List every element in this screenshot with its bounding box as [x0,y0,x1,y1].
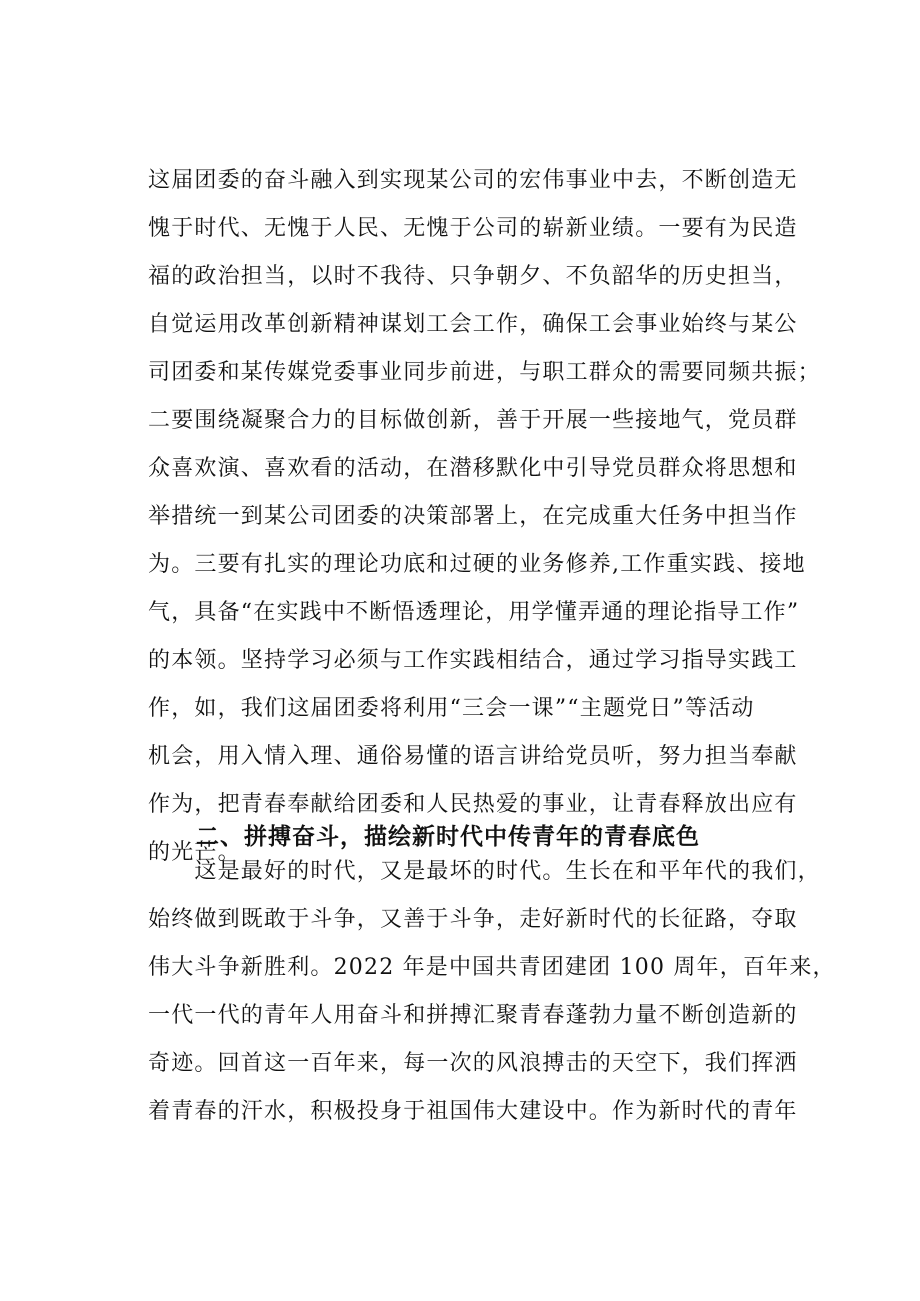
paragraph-line: 机会，用入情入理、通俗易懂的语言讲给党员听，努力担当奉献 [148,744,798,769]
paragraph-line: 这届团委的奋斗融入到实现某公司的宏伟事业中去，不断创造无 [148,168,798,193]
paragraph-line: 为。三要有扎实的理论功底和过硬的业务修养,工作重实践、接地 [148,552,806,577]
paragraph-line: 众喜欢演、喜欢看的活动，在潜移默化中引导党员群众将思想和 [148,456,798,481]
paragraph-line: 福的政治担当，以时不我待、只争朝夕、不负韶华的历史担当， [148,264,798,289]
paragraph-line: 愧于时代、无愧于人民、无愧于公司的崭新业绩。一要有为民造 [148,216,798,241]
paragraph-line: 一代一代的青年人用奋斗和拼搏汇聚青春蓬勃力量不断创造新的 [148,1003,798,1028]
paragraph-line: 司团委和某传媒党委事业同步前进，与职工群众的需要同频共振； [148,360,821,385]
paragraph-line: 作，如，我们这届团委将利用“三会一课”“主题党日”等活动 [148,696,755,721]
paragraph-line: 奇迹。回首这一百年来，每一次的风浪搏击的天空下，我们挥洒 [148,1051,798,1076]
paragraph-line: 举措统一到某公司团委的决策部署上，在完成重大任务中担当作 [148,504,798,529]
paragraph-line: 伟大斗争新胜利。2022 年是中国共青团建团 100 周年，百年来， [148,955,836,980]
paragraph-line: 着青春的汗水，积极投身于祖国伟大建设中。作为新时代的青年 [148,1099,798,1124]
paragraph-line: 始终做到既敢于斗争，又善于斗争，走好新时代的长征路，夺取 [148,907,798,932]
paragraph-line: 二要围绕凝聚合力的目标做创新，善于开展一些接地气，党员群 [148,408,798,433]
paragraph-line: 的光芒。 [148,840,241,865]
paragraph-line: 自觉运用改革创新精神谋划工会工作，确保工会事业始终与某公 [148,312,798,337]
paragraph-line: 的本领。坚持学习必须与工作实践相结合，通过学习指导实践工 [148,648,798,673]
paragraph-line: 这是最好的时代，又是最坏的时代。生长在和平年代的我们， [148,859,821,884]
paragraph-line: 作为，把青春奉献给团委和人民热爱的事业，让青春释放出应有 [148,792,798,817]
paragraph-line: 气，具备“在实践中不断悟透理论，用学懂弄通的理论指导工作” [148,600,800,625]
section-heading-text: 二、拼搏奋斗，描绘新时代中传青年的青春底色 [196,824,700,850]
body-paragraph-1 [148,157,821,877]
body-paragraph-2 [148,848,836,1136]
